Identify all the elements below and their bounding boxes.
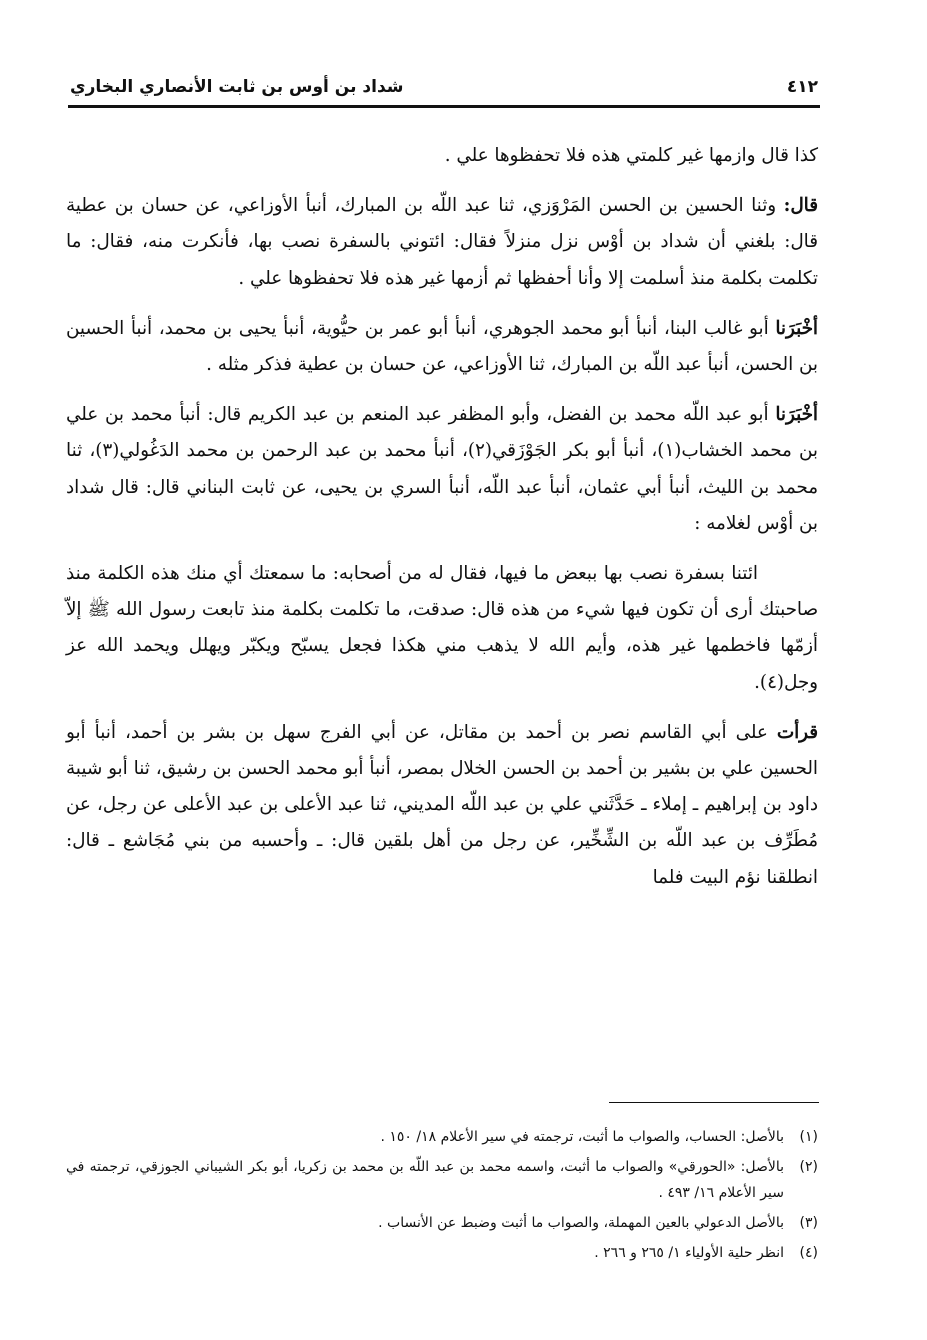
footnote-text: بالأصل: «الحورقي» والصواب ما أثبت، واسمه محمد بن عبد اللّه بن محمد بن زكريا، أبو بكر الشيباني الجوزقي، ترجمته في سير الأعلام ١٦/ ٤٩٣ . [66,1159,784,1201]
paragraph-1 [66,138,818,174]
running-title: شداد بن أوس بن ثابت الأنصاري البخاري [70,77,404,97]
paragraph-lead: قال: [783,195,818,217]
footnote-number: (٤) [799,1245,818,1261]
paragraph-text: وثنا الحسين بن الحسن المَرْوَزي، ثنا عبد اللّه بن المبارك، أنبأ الأوزاعي، عن حسان بن عطية قال: بلغني أن شداد بن أوْس نزل منزلاً فقال: ائتوني بالسفرة نصب بها، فأنكرت منه، فقال: ما تكلمت بكلمة منذ أسلمت إلا وأنا أحفظها ثم أزمها غير هذه فلا تحفظوها علي . [66,195,818,289]
footnote-number: (٣) [799,1215,818,1231]
paragraph-6 [66,715,818,896]
footnote-2 [66,1154,818,1206]
paragraph-lead: أخْبَرَنا [775,317,818,339]
header-rule [68,105,820,108]
paragraph-text: ائتنا بسفرة نصب بها ببعض ما فيها، فقال له من أصحابه: ما سمعتك أي منك هذه الكلمة منذ صاحبتك أرى أن تكون فيها شيء من هذه قال: صدقت، ما تكلمت بكلمة منذ تابعت رسول الله ﷺ إلاّ أزمّها فاخطمها غير هذه، وأيم الله لا يذهب مني هكذا فجعل يسبّح ويكبّر ويهلل ويحمد الله عز وجل(٤). [66,563,818,693]
paragraph-lead: أخْبَرَنا [775,404,819,426]
paragraph-4 [66,397,818,542]
paragraph-text: كذا قال وازمها غير كلمتي هذه فلا تحفظوها علي . [444,145,818,166]
paragraph-text: على أبي القاسم نصر بن أحمد بن مقاتل، عن أبي الفرج سهل بن بشر بن أحمد، أنبأ أبو الحسين علي بن بشير بن أحمد بن الحسن الخلال بمصر، أنبأ أبو محمد الحسن بن رشيق، ثنا أبو شيبة داود بن إبراهيم ـ إملاء ـ حَدَّثَني علي بن عبد اللّه المديني، ثنا عبد الأعلى بن عبد الأعلى عن رجل، عن مُطَرِّف بن عبد اللّه بن الشِّخِّير، عن رجل من أهل بلقين قال: ـ وأحسبه من بني مُجَاشع ـ قال: انطلقنا نؤم البيت فلما [66,721,818,888]
footnote-text: بالأصل: الحساب، والصواب ما أثبت، ترجمته في سير الأعلام ١٨/ ١٥٠ . [380,1129,784,1145]
paragraph-3 [66,311,818,383]
footnote-number: (١) [799,1129,818,1145]
page-number: ٤١٢ [786,77,818,97]
footnote-text: انظر حلية الأولياء ١/ ٢٦٥ و ٢٦٦ . [594,1245,784,1261]
main-text [66,138,818,896]
footnote-text: بالأصل الدعولي بالعين المهملة، والصواب ما أثبت وضبط عن الأنساب . [378,1215,784,1231]
paragraph-text: أبو عبد اللّه محمد بن الفضل، وأبو المظفر عبد المنعم بن عبد الكريم قال: أنبأ محمد بن علي بن محمد الخشاب(١)، أنبأ أبو بكر الجَوْزَقي(٢)، أنبأ محمد بن عبد الرحمن بن محمد الدَغُولي(٣)، ثنا محمد بن الليث، أنبأ أبي عثمان، أنبأ عبد اللّه، أنبأ السري بن يحيى، عن ثابت البناني قال: قال شداد بن أوْس لغلامه : [66,404,819,534]
footnote-3 [66,1210,818,1236]
paragraph-lead: قرأت [776,721,819,743]
footnote-number: (٢) [799,1159,818,1175]
paragraph-text: أبو غالب البنا، أنبأ أبو محمد الجوهري، أنبأ أبو عمر بن حيُّوية، أنبأ يحيى بن محمد، أنبأ الحسين بن الحسن، أنبأ عبد اللّه بن المبارك، ثنا الأوزاعي، عن حسان بن عطية فذكر مثله . [66,317,818,376]
page-header [70,72,818,102]
footnote-4 [66,1240,818,1266]
paragraph-5 [66,556,818,701]
footnote-1 [66,1124,818,1150]
footnotes [66,1124,818,1266]
footnote-rule [609,1102,819,1103]
paragraph-2 [66,188,818,297]
